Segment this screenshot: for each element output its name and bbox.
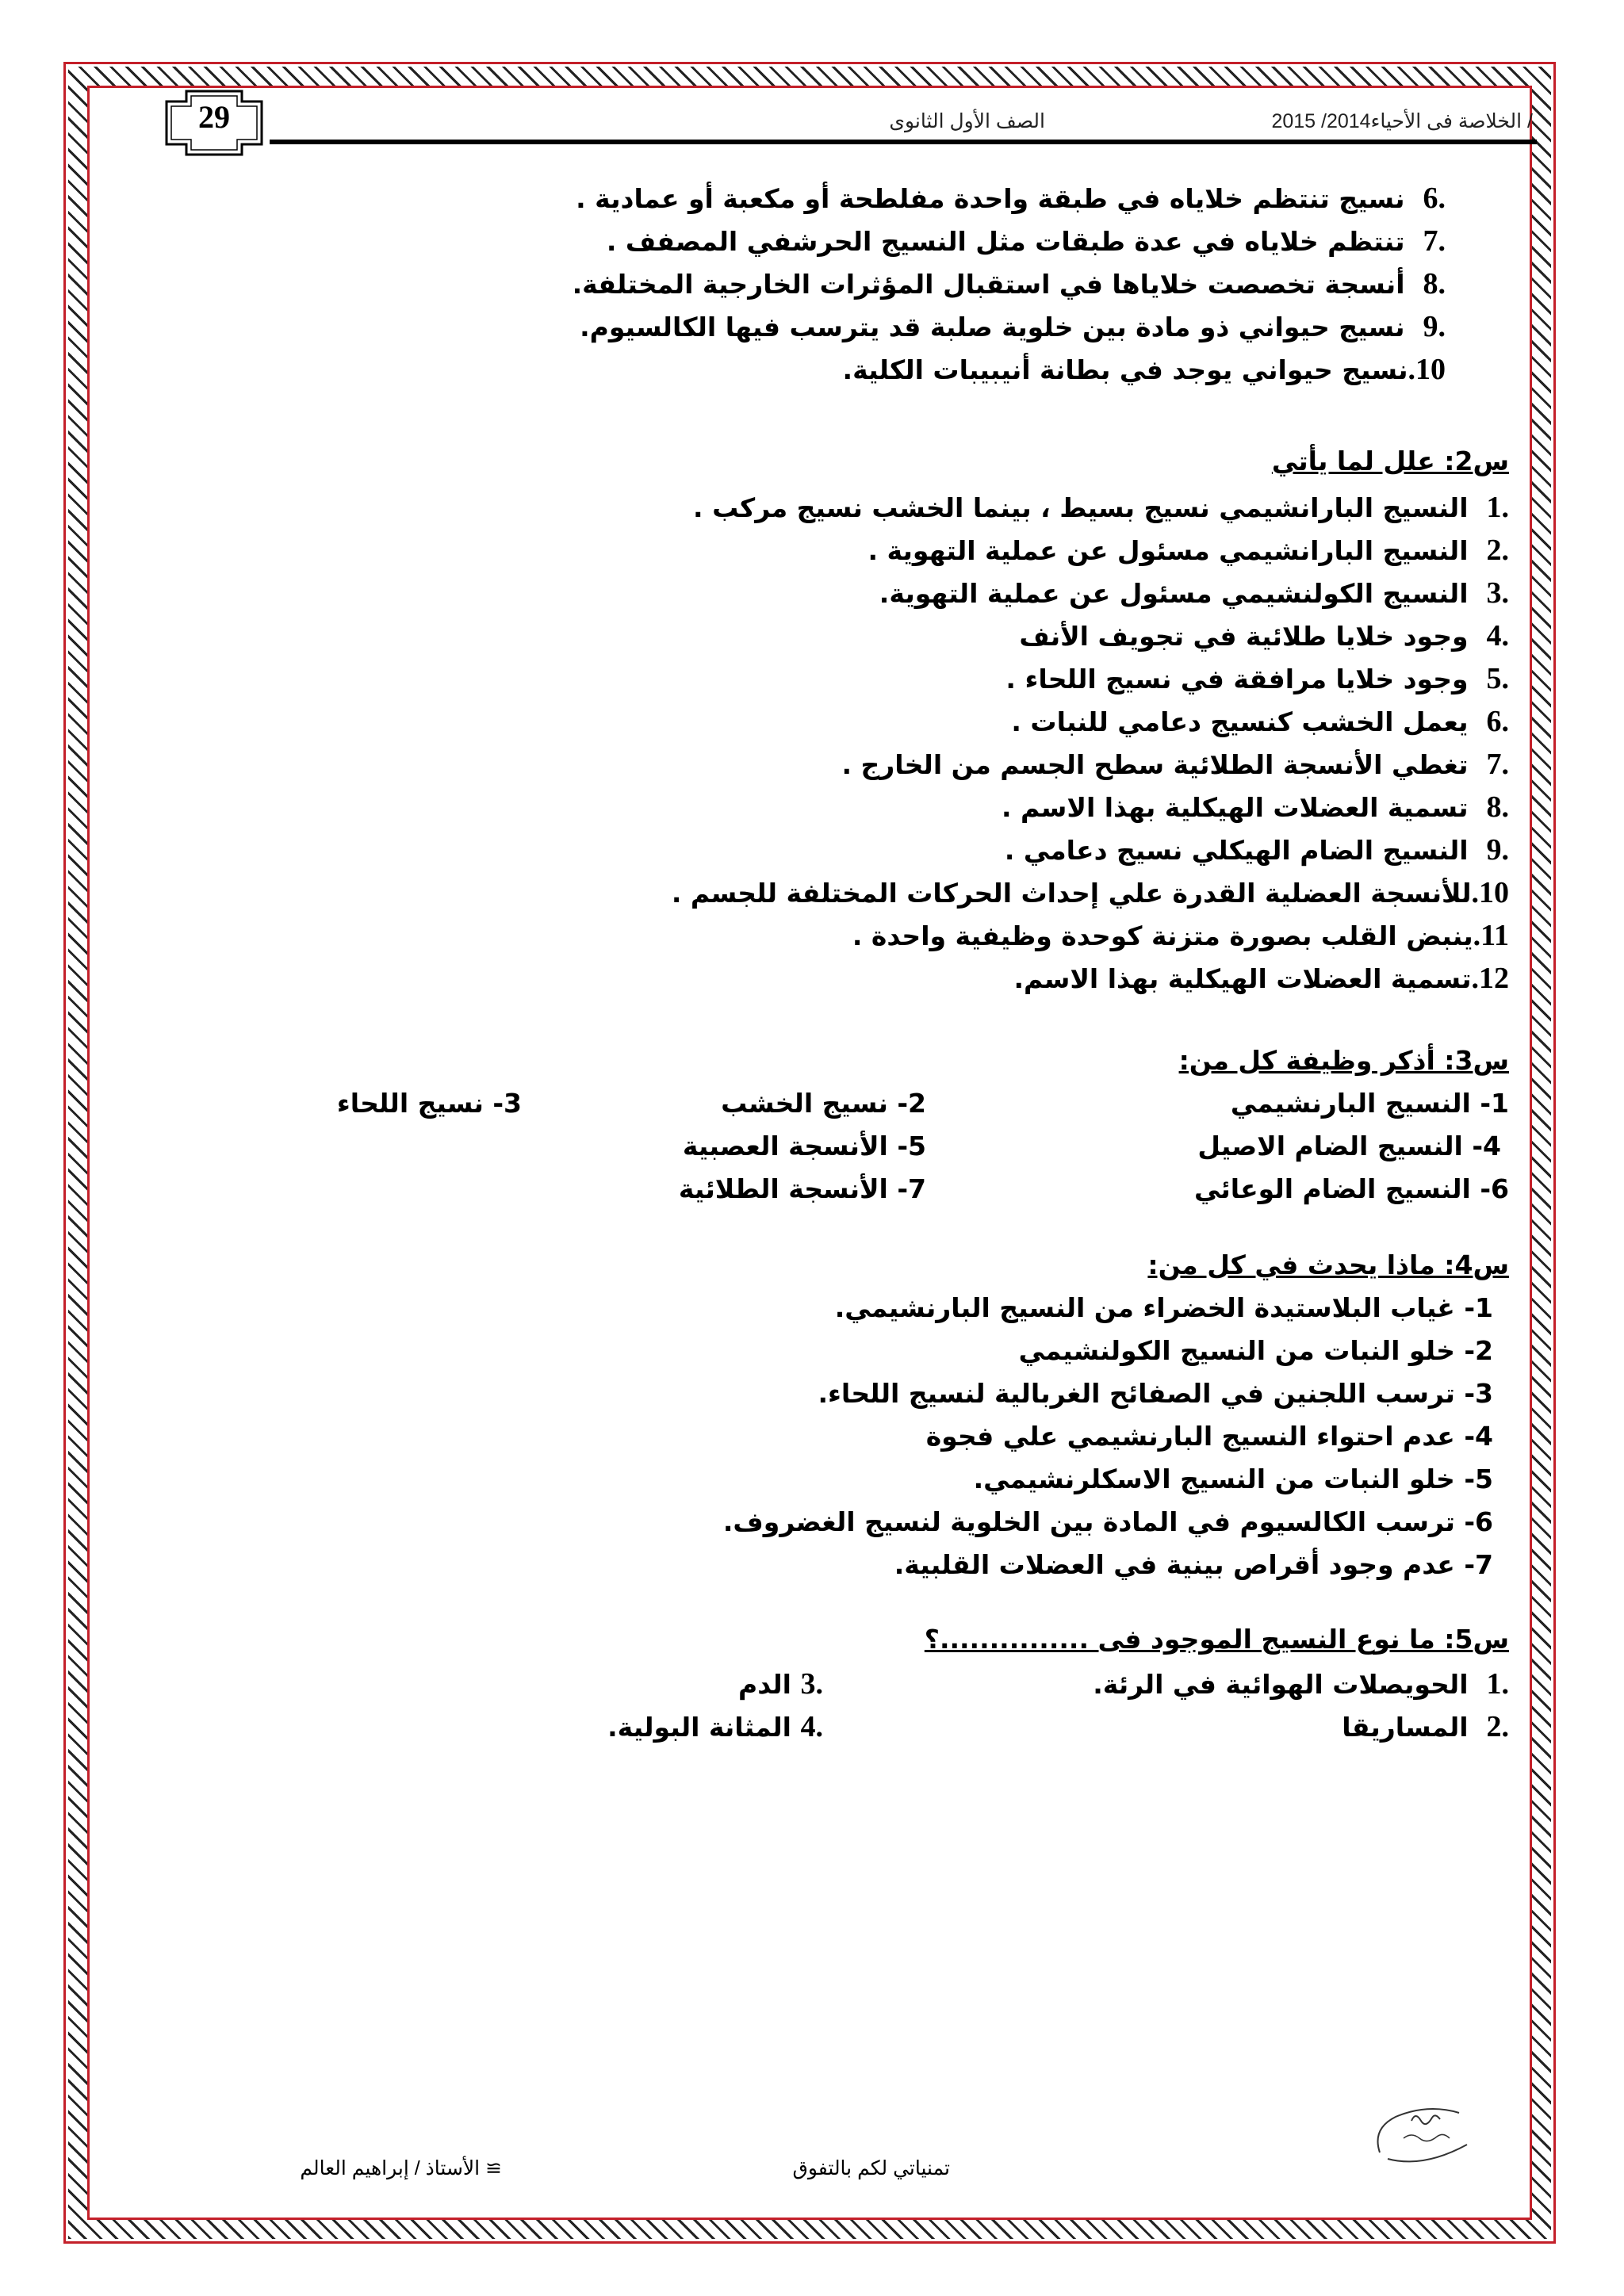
list-item: .4 وجود خلايا طلائية في تجويف الأنف bbox=[1019, 619, 1509, 652]
question-5-title: س5: ما نوع النسيج الموجود فى ...............؟ bbox=[924, 1624, 1509, 1655]
list-item: .2 المساريقا bbox=[1342, 1710, 1509, 1743]
list-item: 1- النسيج البارنشيمي bbox=[1230, 1088, 1509, 1119]
list-item: 5- الأنسجة العصبية bbox=[682, 1131, 926, 1161]
list-item: .6 يعمل الخشب كنسيج دعامي للنبات . bbox=[1011, 705, 1509, 738]
list-item: .9 نسيج حيواني ذو مادة بين خلوية صلبة قد يترسب فيها الكالسيوم. bbox=[580, 310, 1446, 343]
list-item: .2 النسيج البارانشيمي مسئول عن عملية التهوية . bbox=[868, 534, 1509, 567]
list-item: .5 وجود خلايا مرافقة في نسيج اللحاء . bbox=[1005, 662, 1509, 695]
header-subject: / الخلاصة فى الأحياء2014/ 2015 bbox=[1271, 110, 1533, 132]
signature-logo bbox=[1364, 2097, 1483, 2168]
list-item: .7 تنتظم خلاياه في عدة طبقات مثل النسيج الحرشفي المصفف . bbox=[606, 224, 1446, 258]
list-item: .6 نسيج تنتظم خلاياه في طبقة واحدة مفلطحة أو مكعبة أو عمادية . bbox=[576, 182, 1446, 215]
list-item: .4 المثانة البولية. bbox=[607, 1710, 823, 1743]
page-number: 29 bbox=[198, 99, 230, 135]
list-item: 10.للأنسجة العضلية القدرة علي إحداث الحركات المختلفة للجسم . bbox=[671, 876, 1509, 909]
question-4-title: س4: ماذا يحدث في كل من: bbox=[1147, 1249, 1509, 1280]
list-item: 7- الأنسجة الطلائية bbox=[678, 1173, 926, 1204]
list-item: 2- خلو النبات من النسيج الكولنشيمي bbox=[1018, 1335, 1493, 1366]
list-item: 4- النسيج الضام الاصيل bbox=[1197, 1131, 1501, 1161]
list-item: 4- عدم احتواء النسيج البارنشيمي علي فجوة bbox=[925, 1421, 1493, 1452]
header-rule bbox=[270, 140, 1537, 144]
list-item: 12.تسمية العضلات الهيكلية بهذا الاسم. bbox=[1013, 962, 1509, 995]
list-item: .1 الحويصلات الهوائية في الرئة. bbox=[1093, 1667, 1509, 1701]
list-item: 6- ترسب الكالسيوم في المادة بين الخلوية لنسيج الغضروف. bbox=[722, 1506, 1493, 1537]
list-item: .7 تغطي الأنسجة الطلائية سطح الجسم من الخارج . bbox=[841, 748, 1509, 781]
list-item: .8 تسمية العضلات الهيكلية بهذا الاسم . bbox=[1002, 790, 1509, 824]
list-item: .3 الدم bbox=[738, 1667, 823, 1701]
list-item: 10.نسيج حيواني يوجد في بطانة أنيبيبات الكلية. bbox=[842, 353, 1446, 386]
list-item: 3- ترسب اللجنين في الصفائح الغربالية لنسيج اللحاء. bbox=[818, 1378, 1493, 1409]
list-item: 11.ينبض القلب بصورة متزنة كوحدة وظيفية واحدة . bbox=[852, 919, 1509, 952]
footer-teacher: ≅ الأستاذ / إبراهيم العالم bbox=[300, 2157, 502, 2179]
list-item: .9 النسيج الضام الهيكلي نسيج دعامي . bbox=[1004, 833, 1509, 867]
list-item: .8 أنسجة تخصصت خلاياها في استقبال المؤثرات الخارجية المختلفة. bbox=[572, 267, 1446, 300]
list-item: 2- نسيج الخشب bbox=[721, 1088, 926, 1119]
list-item: 3- نسيج اللحاء bbox=[336, 1088, 522, 1119]
footer-wish: تمنياتي لكم بالتفوق bbox=[792, 2157, 950, 2179]
list-item: .1 النسيج البارانشيمي نسيج بسيط ، بينما الخشب نسيج مركب . bbox=[693, 491, 1509, 524]
question-3-title: س3: أذكر وظيفة كل من: bbox=[1178, 1045, 1509, 1076]
list-item: 6- النسيج الضام الوعائي bbox=[1193, 1173, 1509, 1204]
list-item: 7- عدم وجود أقراص بينية في العضلات القلبية. bbox=[894, 1549, 1493, 1580]
header-grade: الصف الأول الثانوى bbox=[889, 110, 1045, 132]
question-2-title: س2: علل لما يأتي bbox=[1271, 446, 1509, 476]
list-item: .3 النسيج الكولنشيمي مسئول عن عملية التهوية. bbox=[879, 576, 1509, 610]
list-item: 5- خلو النبات من النسيج الاسكلرنشيمي. bbox=[973, 1464, 1493, 1494]
list-item: 1- غياب البلاستيدة الخضراء من النسيج البارنشيمي. bbox=[834, 1292, 1493, 1323]
